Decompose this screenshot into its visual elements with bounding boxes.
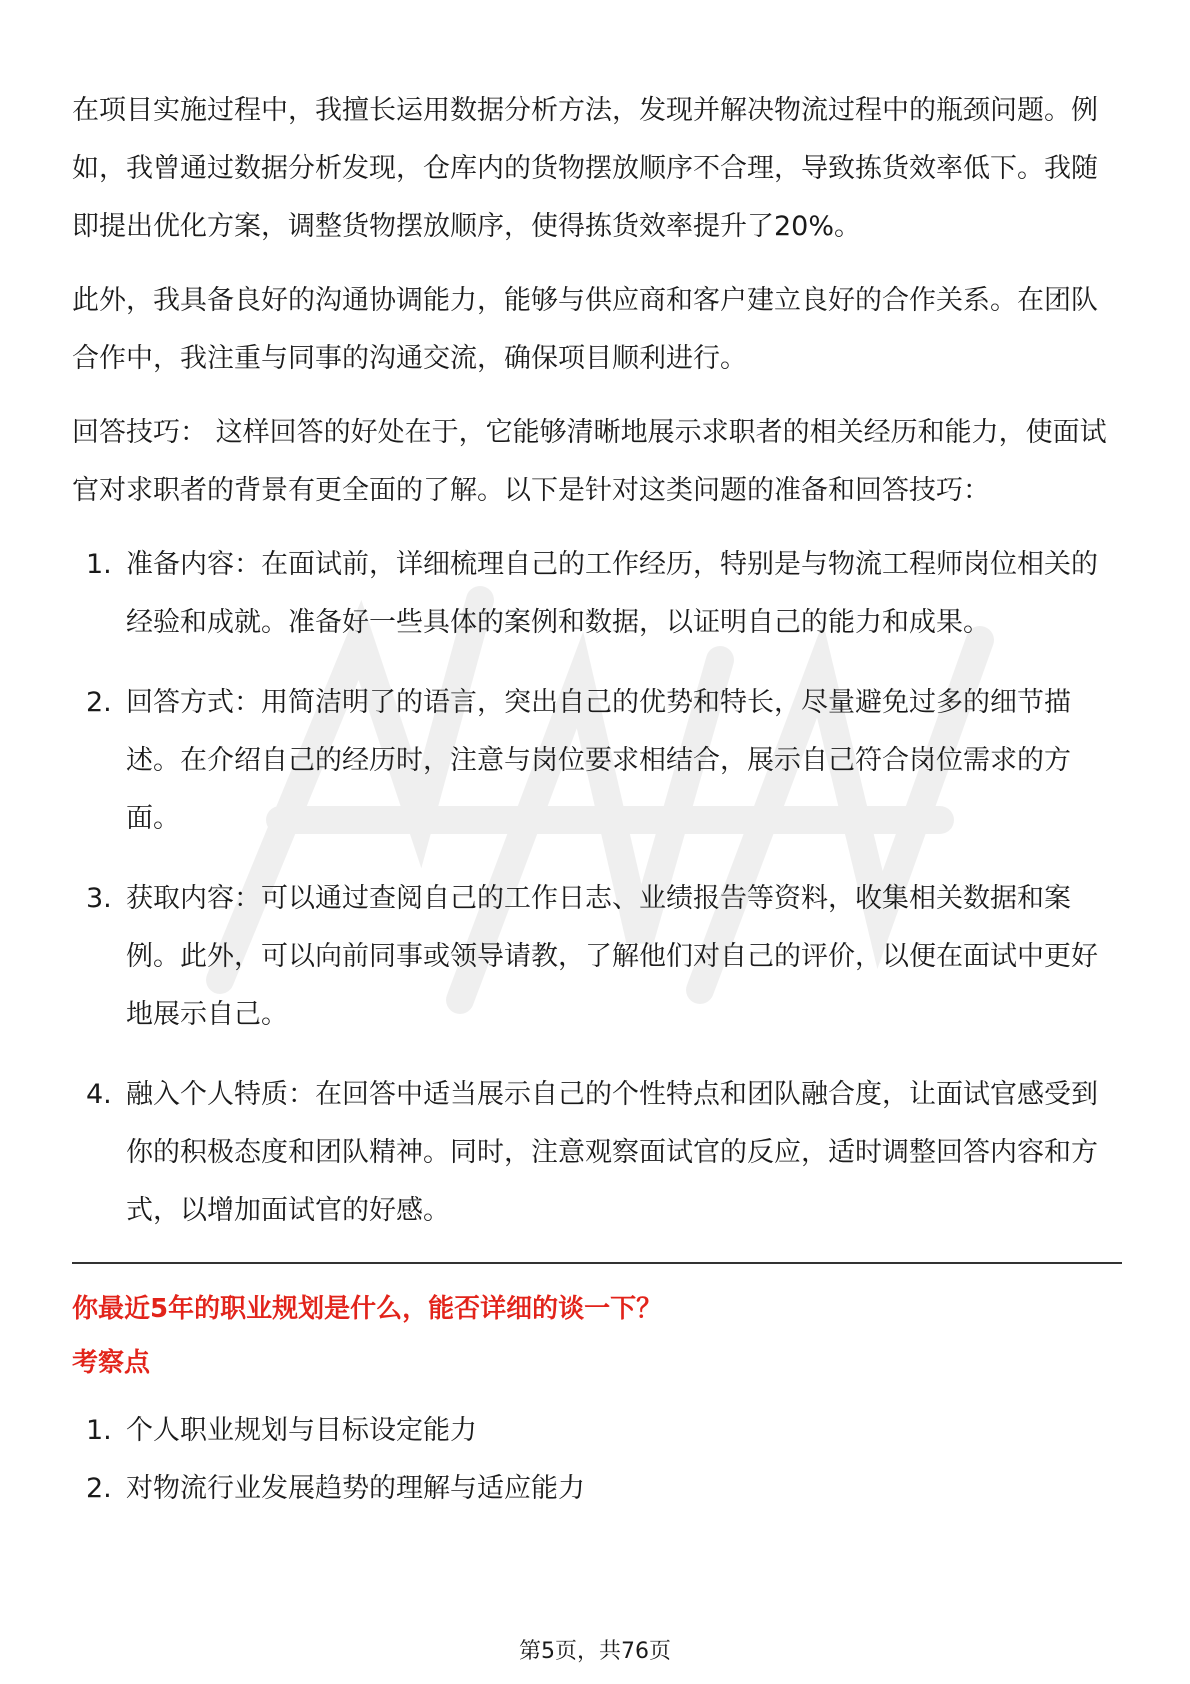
list-item bbox=[72, 1460, 1122, 1518]
question-subtitle: 考察点 bbox=[72, 1348, 151, 1378]
list-item-text: 个人职业规划与目标设定能力 bbox=[126, 1415, 477, 1446]
list-number: 1. bbox=[86, 1415, 112, 1446]
list-item bbox=[72, 674, 1122, 848]
list-number: 2. bbox=[86, 687, 112, 718]
list-item-text: 准备内容：在面试前，详细梳理自己的工作经历，特别是与物流工程师岗位相关的经验和成就。准备好一些具体的案例和数据，以证明自己的能力和成果。 bbox=[126, 549, 1098, 638]
list-number: 3. bbox=[86, 883, 112, 914]
list-item bbox=[72, 536, 1122, 652]
document-content bbox=[72, 82, 1122, 1518]
list-item-text: 回答方式：用简洁明了的语言，突出自己的优势和特长，尽量避免过多的细节描述。在介绍自己的经历时，注意与岗位要求相结合，展示自己符合岗位需求的方面。 bbox=[126, 687, 1071, 834]
paragraph-experience: 在项目实施过程中，我擅长运用数据分析方法，发现并解决物流过程中的瓶颈问题。例如，我曾通过数据分析发现，仓库内的货物摆放顺序不合理，导致拣货效率低下。我随即提出优化方案，调整货物摆放顺序，使得拣货效率提升了20%。 bbox=[72, 95, 1098, 242]
question-title: 你最近5年的职业规划是什么，能否详细的谈一下？ bbox=[72, 1294, 663, 1324]
tips-list bbox=[72, 536, 1122, 1240]
list-number: 2. bbox=[86, 1473, 112, 1504]
page-footer: 第5页，共76页 bbox=[519, 1639, 671, 1664]
paragraph-communication: 此外，我具备良好的沟通协调能力，能够与供应商和客户建立良好的合作关系。在团队合作中，我注重与同事的沟通交流，确保项目顺利进行。 bbox=[72, 285, 1098, 374]
list-item bbox=[72, 1402, 1122, 1460]
list-item bbox=[72, 1066, 1122, 1240]
list-item-text: 融入个人特质：在回答中适当展示自己的个性特点和团队融合度，让面试官感受到你的积极态度和团队精神。同时，注意观察面试官的反应，适时调整回答内容和方式，以增加面试官的好感。 bbox=[126, 1079, 1098, 1226]
list-number: 1. bbox=[86, 549, 112, 580]
list-item-text: 获取内容：可以通过查阅自己的工作日志、业绩报告等资料，收集相关数据和案例。此外，可以向前同事或领导请教，了解他们对自己的评价，以便在面试中更好地展示自己。 bbox=[126, 883, 1098, 1030]
points-list bbox=[72, 1402, 1122, 1518]
list-number: 4. bbox=[86, 1079, 112, 1110]
section-divider bbox=[72, 1262, 1122, 1264]
list-item-text: 对物流行业发展趋势的理解与适应能力 bbox=[126, 1473, 585, 1504]
paragraph-answer-tips: 回答技巧： 这样回答的好处在于，它能够清晰地展示求职者的相关经历和能力，使面试官对求职者的背景有更全面的了解。以下是针对这类问题的准备和回答技巧： bbox=[72, 417, 1107, 506]
list-item bbox=[72, 870, 1122, 1044]
